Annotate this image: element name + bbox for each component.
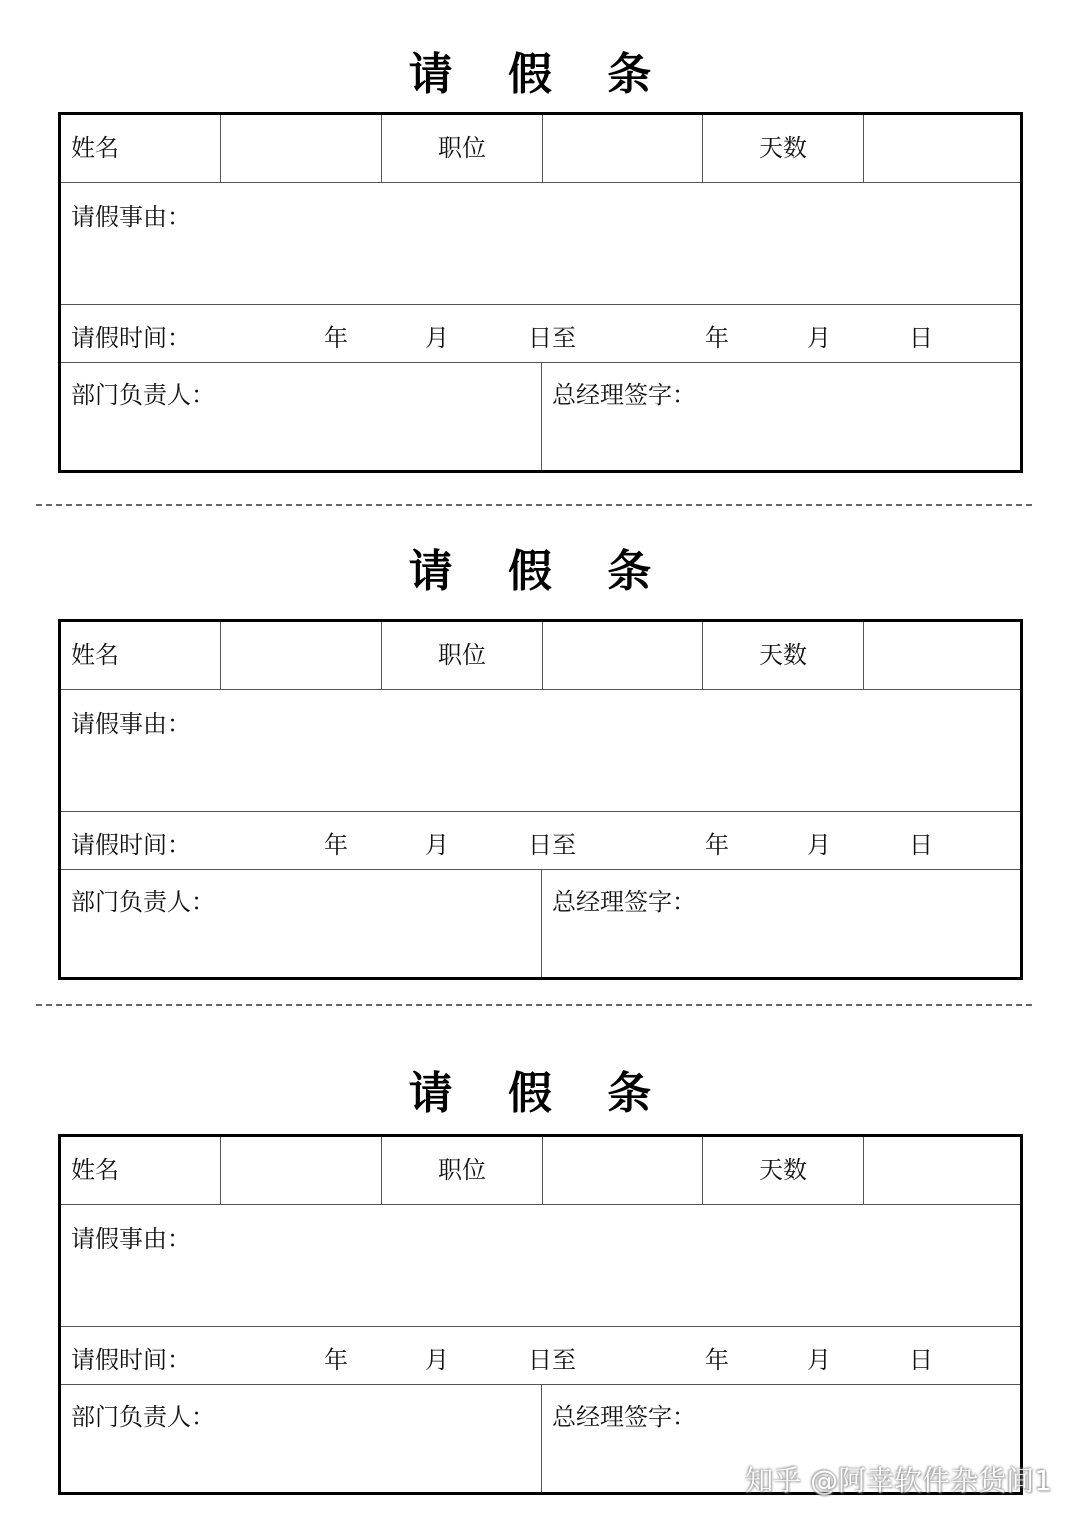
days-field[interactable] — [864, 622, 1020, 689]
days-field[interactable] — [864, 1137, 1020, 1204]
info-row — [61, 115, 1020, 183]
reason-row[interactable] — [61, 183, 1020, 305]
position-label: 职位 — [382, 115, 543, 182]
dept-head-cell[interactable] — [61, 1385, 542, 1492]
month-label: 月 — [425, 324, 449, 352]
day-to-label: 日至 — [528, 1346, 576, 1374]
signature-row — [61, 870, 1020, 977]
days-label: 天数 — [703, 622, 864, 689]
month-label: 月 — [807, 324, 831, 352]
dept-head-label: 部门负责人： — [71, 888, 215, 916]
dept-head-cell[interactable] — [61, 363, 542, 470]
time-label: 请假时间： — [71, 324, 191, 352]
watermark: 知乎 @阿幸软件杂货间1 — [745, 1464, 1052, 1497]
name-label: 姓名 — [61, 622, 221, 689]
name-label: 姓名 — [61, 115, 221, 182]
form-title: 请 假 条 — [408, 49, 672, 100]
reason-label: 请假事由： — [71, 203, 191, 231]
day-to-label: 日至 — [528, 324, 576, 352]
reason-label: 请假事由： — [71, 1225, 191, 1253]
leave-form — [58, 1134, 1023, 1495]
leave-form — [58, 112, 1023, 473]
days-label: 天数 — [703, 115, 864, 182]
time-label: 请假时间： — [71, 1346, 191, 1374]
cut-line — [36, 504, 1032, 506]
month-label: 月 — [807, 831, 831, 859]
days-label: 天数 — [703, 1137, 864, 1204]
gm-sign-label: 总经理签字： — [552, 1403, 696, 1431]
position-label: 职位 — [382, 1137, 543, 1204]
year-label: 年 — [705, 324, 729, 352]
gm-sign-label: 总经理签字： — [552, 381, 696, 409]
reason-label: 请假事由： — [71, 710, 191, 738]
form-title: 请 假 条 — [408, 1068, 672, 1119]
time-row[interactable] — [61, 305, 1020, 363]
year-label: 年 — [324, 1346, 348, 1374]
info-row — [61, 1137, 1020, 1205]
position-field[interactable] — [543, 622, 703, 689]
time-row[interactable] — [61, 812, 1020, 870]
gm-sign-cell[interactable] — [542, 870, 1020, 977]
info-row — [61, 622, 1020, 690]
year-label: 年 — [324, 831, 348, 859]
time-row[interactable] — [61, 1327, 1020, 1385]
name-field[interactable] — [221, 115, 382, 182]
cut-line — [36, 1004, 1032, 1006]
day-label: 日 — [909, 324, 933, 352]
time-label: 请假时间： — [71, 831, 191, 859]
reason-row[interactable] — [61, 1205, 1020, 1327]
gm-sign-cell[interactable] — [542, 363, 1020, 470]
name-field[interactable] — [221, 1137, 382, 1204]
form-title: 请 假 条 — [408, 546, 672, 597]
year-label: 年 — [324, 324, 348, 352]
position-field[interactable] — [543, 115, 703, 182]
gm-sign-label: 总经理签字： — [552, 888, 696, 916]
year-label: 年 — [705, 831, 729, 859]
day-label: 日 — [909, 831, 933, 859]
dept-head-cell[interactable] — [61, 870, 542, 977]
name-field[interactable] — [221, 622, 382, 689]
position-label: 职位 — [382, 622, 543, 689]
year-label: 年 — [705, 1346, 729, 1374]
dept-head-label: 部门负责人： — [71, 381, 215, 409]
month-label: 月 — [425, 1346, 449, 1374]
month-label: 月 — [807, 1346, 831, 1374]
month-label: 月 — [425, 831, 449, 859]
reason-row[interactable] — [61, 690, 1020, 812]
days-field[interactable] — [864, 115, 1020, 182]
position-field[interactable] — [543, 1137, 703, 1204]
signature-row — [61, 363, 1020, 470]
leave-form — [58, 619, 1023, 980]
dept-head-label: 部门负责人： — [71, 1403, 215, 1431]
name-label: 姓名 — [61, 1137, 221, 1204]
day-label: 日 — [909, 1346, 933, 1374]
day-to-label: 日至 — [528, 831, 576, 859]
